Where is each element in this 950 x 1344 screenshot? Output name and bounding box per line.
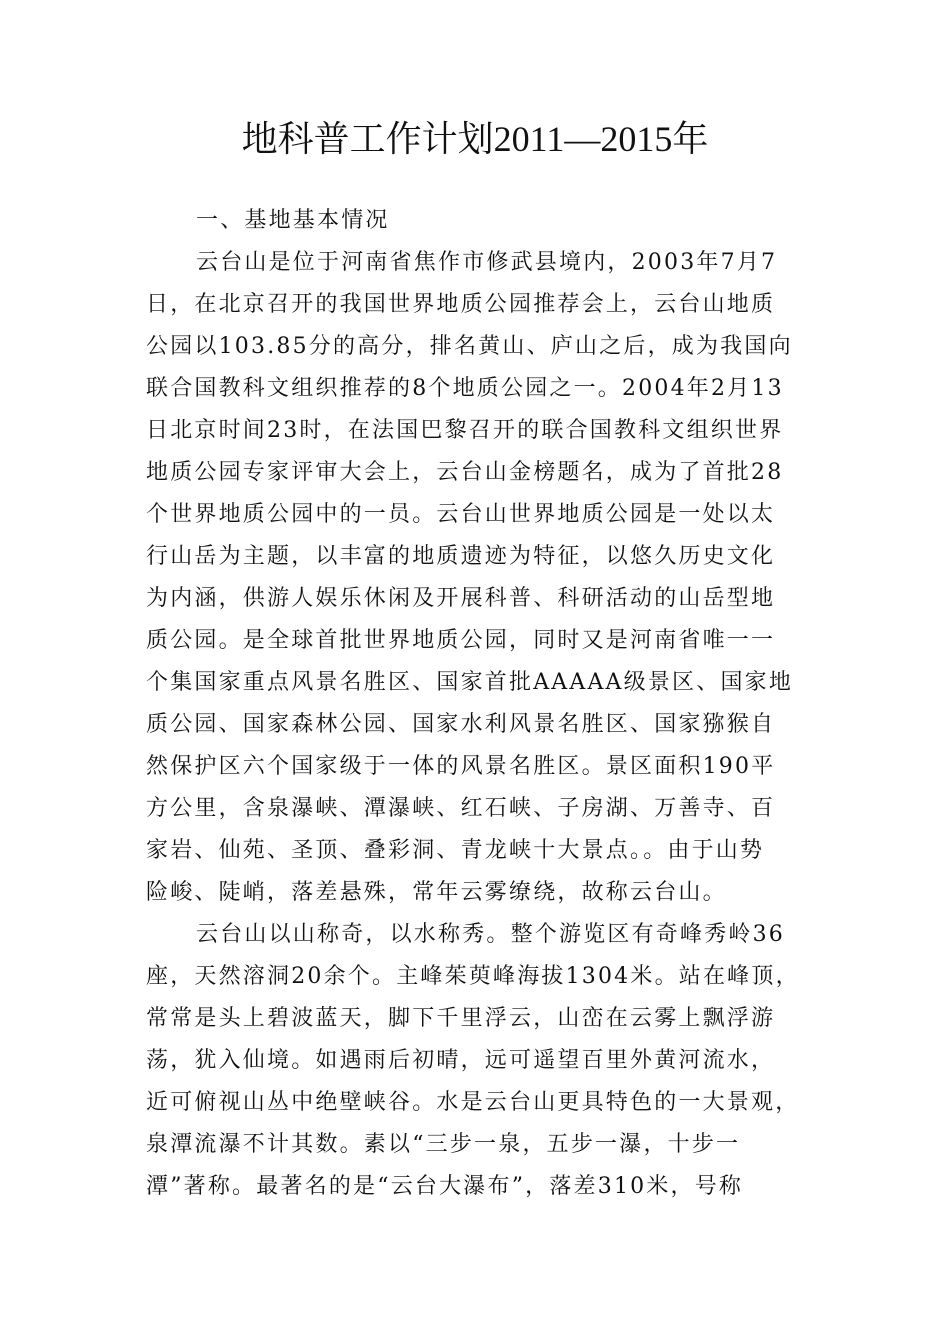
text-line: 质公园。是全球首批世界地质公园，同时又是河南省唯一一 xyxy=(146,628,776,653)
text-line: 云台山以山称奇，以水称秀。整个游览区有奇峰秀岭36 xyxy=(196,922,785,947)
text-line: 联合国教科文组织推荐的8个地质公园之一。2004年2月13 xyxy=(146,376,784,401)
document-title: 地科普工作计划2011—2015年 xyxy=(241,119,709,159)
text-line: 日，在北京召开的我国世界地质公园推荐会上，云台山地质 xyxy=(146,292,776,317)
text-line: 泉潭流瀑不计其数。素以“三步一泉，五步一瀑，十步一 xyxy=(146,1132,741,1157)
text-line: 地质公园专家评审大会上，云台山金榜题名，成为了首批28 xyxy=(146,460,784,485)
text-line: 方公里，含泉瀑峡、潭瀑峡、红石峡、子房湖、万善寺、百 xyxy=(146,796,776,821)
text-line: 云台山是位于河南省焦作市修武县境内，2003年7月7 xyxy=(196,250,778,275)
text-line: 潭”著称。最著名的是“云台大瀑布”，落差310米，号称 xyxy=(146,1174,744,1199)
text-line: 近可俯视山丛中绝壁峡谷。水是云台山更具特色的一大景观， xyxy=(146,1090,800,1115)
document-body xyxy=(146,200,826,1208)
text-line: 荡，犹入仙境。如遇雨后初晴，远可遥望百里外黄河流水， xyxy=(146,1048,776,1073)
text-line: 家岩、仙苑、圣顶、叠彩洞、青龙峡十大景点。。由于山势 xyxy=(146,838,765,863)
text-line: 日北京时间23时，在法国巴黎召开的联合国教科文组织世界 xyxy=(146,418,784,443)
text-line: 个集国家重点风景名胜区、国家首批AAAAA级景区、国家地 xyxy=(146,670,794,695)
text-line: 行山岳为主题，以丰富的地质遗迹为特征，以悠久历史文化 xyxy=(146,544,776,569)
text-line: 一、基地基本情况 xyxy=(196,208,390,233)
text-line: 常常是头上碧波蓝天，脚下千里浮云，山峦在云雾上飘浮游 xyxy=(146,1006,776,1031)
text-line: 座，天然溶洞20余个。主峰茱萸峰海拔1304米。站在峰顶， xyxy=(146,964,800,989)
text-line: 为内涵，供游人娱乐休闲及开展科普、科研活动的山岳型地 xyxy=(146,586,776,611)
text-line: 公园以103.85分的高分，排名黄山、庐山之后，成为我国向 xyxy=(146,334,793,359)
text-line: 质公园、国家森林公园、国家水利风景名胜区、国家猕猴自 xyxy=(146,712,776,737)
text-line: 然保护区六个国家级于一体的风景名胜区。景区面积190平 xyxy=(146,754,776,779)
text-line: 险峻、陡峭，落差悬殊，常年云雾缭绕，故称云台山。 xyxy=(146,880,727,905)
text-line: 个世界地质公园中的一员。云台山世界地质公园是一处以太 xyxy=(146,502,776,527)
